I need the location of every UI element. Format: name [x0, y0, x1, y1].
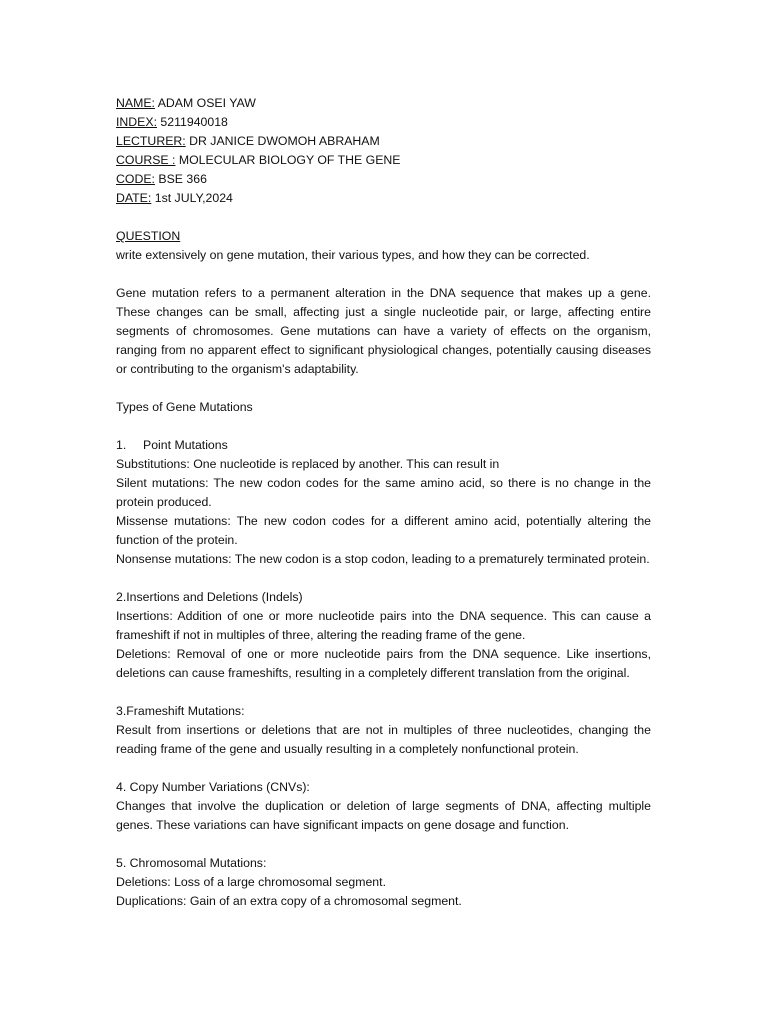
lecturer-label: LECTURER: [116, 134, 186, 148]
spacer [116, 569, 651, 588]
spacer [116, 835, 651, 854]
point-mutations-heading [116, 436, 651, 455]
lecturer-line [116, 132, 651, 151]
point-mutations-title: Point Mutations [143, 438, 228, 452]
code-value: BSE 366 [154, 172, 207, 186]
code-line [116, 170, 651, 189]
types-heading: Types of Gene Mutations [116, 400, 253, 414]
course-line [116, 151, 651, 170]
document-page [116, 94, 651, 911]
course-value: MOLECULAR BIOLOGY OF THE GENE [175, 153, 401, 167]
index-value: 5211940018 [157, 115, 228, 129]
list-number: 1. [116, 438, 127, 452]
student-info-block [116, 94, 651, 208]
date-label: DATE: [116, 191, 152, 205]
spacer [116, 417, 651, 436]
index-label: INDEX: [116, 115, 157, 129]
name-value: ADAM OSEI YAW [154, 96, 256, 110]
chromosomal-deletions-line: Deletions: Loss of a large chromosomal segment. [116, 875, 386, 889]
frameshift-paragraph: Result from insertions or deletions that are not in multiples of three nucleotides, changing the reading frame of the gene and usually resulting in a completely nonfunctional protein. [116, 723, 651, 756]
question-text: write extensively on gene mutation, their various types, and how they can be corrected. [116, 248, 590, 262]
silent-paragraph: Silent mutations: The new codon codes for the same amino acid, so there is no change in the protein produced. [116, 476, 651, 509]
missense-paragraph: Missense mutations: The new codon codes for a different amino acid, potentially altering the function of the protein. [116, 514, 651, 547]
chromosomal-heading: 5. Chromosomal Mutations: [116, 856, 267, 870]
question-heading: QUESTION [116, 229, 181, 243]
chromosomal-duplications-line: Duplications: Gain of an extra copy of a chromosomal segment. [116, 894, 462, 908]
frameshift-heading: 3.Frameshift Mutations: [116, 704, 245, 718]
cnv-heading: 4. Copy Number Variations (CNVs): [116, 780, 310, 794]
intro-paragraph: Gene mutation refers to a permanent alteration in the DNA sequence that makes up a gene. These changes can be small, affecting just a single nucleotide pair, or large, affecting entire segments of chromosomes. Gene mutations can have a variety of effects on the organism, ranging from no apparent effect to significant physiological changes, potentially causing diseases or contributing to the organism's adaptability. [116, 286, 651, 376]
cnv-paragraph: Changes that involve the duplication or deletion of large segments of DNA, affecting multiple genes. These variations can have significant impacts on gene dosage and function. [116, 799, 651, 832]
spacer [116, 379, 651, 398]
code-label: CODE: [116, 172, 155, 186]
spacer [116, 759, 651, 778]
date-value: 1st JULY,2024 [151, 191, 233, 205]
spacer [116, 265, 651, 284]
course-label: COURSE : [116, 153, 176, 167]
spacer [116, 208, 651, 227]
indels-heading: 2.Insertions and Deletions (Indels) [116, 590, 303, 604]
lecturer-value: DR JANICE DWOMOH ABRAHAM [185, 134, 380, 148]
spacer [116, 683, 651, 702]
name-line [116, 94, 651, 113]
nonsense-paragraph: Nonsense mutations: The new codon is a stop codon, leading to a prematurely terminated protein. [116, 552, 650, 566]
date-line [116, 189, 651, 208]
deletions-paragraph: Deletions: Removal of one or more nucleotide pairs from the DNA sequence. Like insertions, deletions can cause frameshifts, resulting in a completely different translation from the original. [116, 647, 651, 680]
name-label: NAME: [116, 96, 155, 110]
insertions-paragraph: Insertions: Addition of one or more nucleotide pairs into the DNA sequence. This can cause a frameshift if not in multiples of three, altering the reading frame of the gene. [116, 609, 651, 642]
index-line [116, 113, 651, 132]
substitutions-paragraph: Substitutions: One nucleotide is replaced by another. This can result in [116, 457, 500, 471]
